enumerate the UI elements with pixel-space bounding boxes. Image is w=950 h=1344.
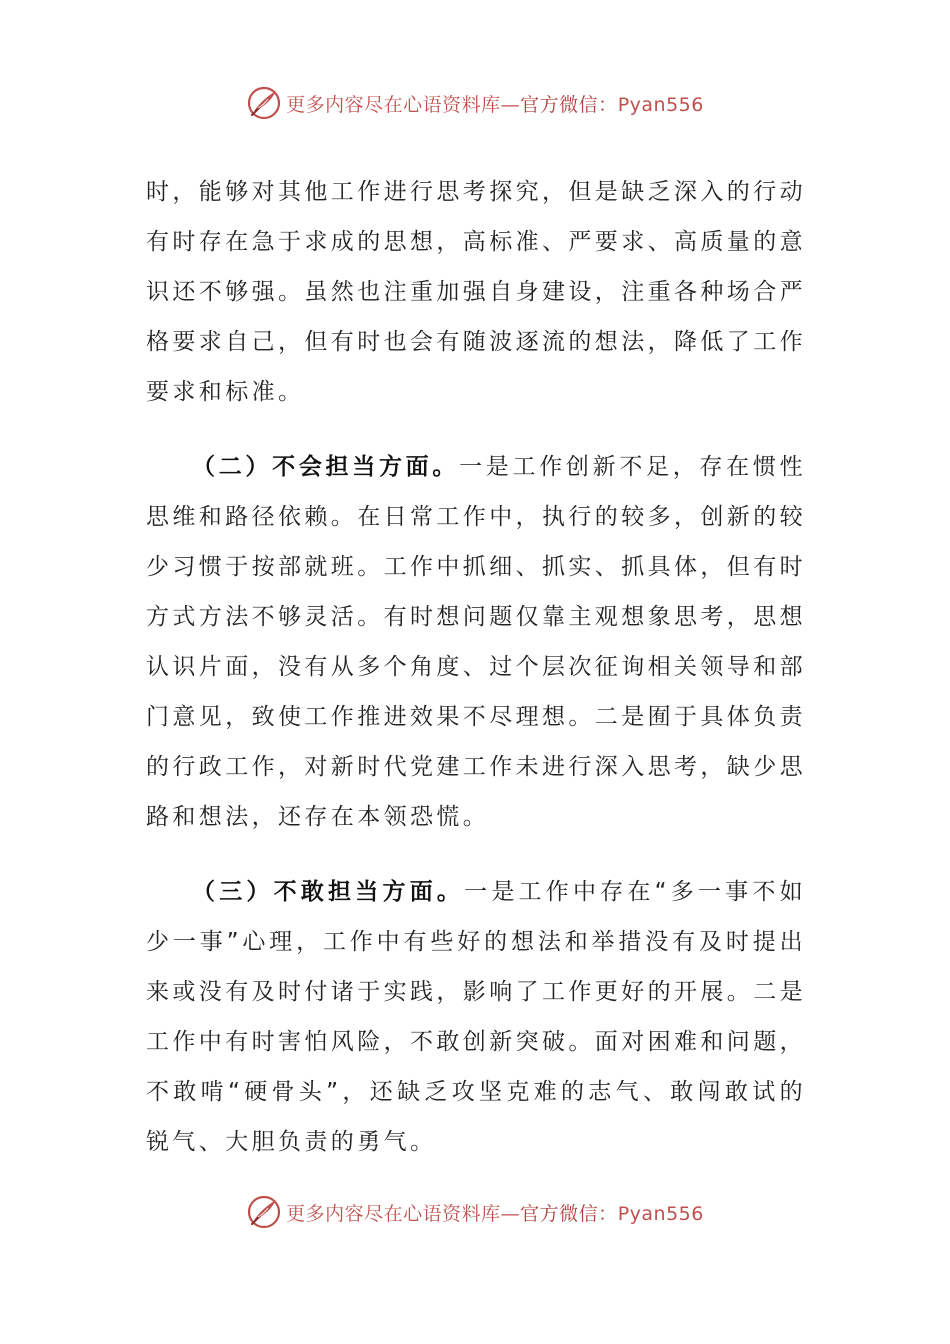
footer-brand: 更多内容尽在心语资料库 <box>286 1202 501 1225</box>
header-brand: 更多内容尽在心语资料库 <box>286 93 501 116</box>
quill-pen-logo-icon <box>246 1194 282 1230</box>
header-wechat-label: 官方微信： <box>520 93 618 116</box>
paragraph-2-heading: （二）不会担当方面。 <box>192 454 460 480</box>
paragraph-2 <box>146 442 806 842</box>
header-text <box>286 90 704 117</box>
paragraph-3-heading: （三）不敢担当方面。 <box>192 879 465 905</box>
quill-pen-logo-icon <box>246 85 282 121</box>
footer-wechat-account: Pyan556 <box>617 1202 704 1225</box>
paragraph-1 <box>146 167 806 417</box>
header-banner <box>0 83 950 123</box>
footer-dash: — <box>500 1202 521 1225</box>
paragraph-3-text: 一是工作中存在“多一事不如少一事”心理，工作中有些好的想法和举措没有及时提出来或没有及时付诸于实践，影响了工作更好的开展。二是工作中有时害怕风险，不敢创新突破。面对困难和问题，不敢啃“硬骨头”，还缺乏攻坚克难的志气、敢闯敢试的锐气、大胆负责的勇气。 <box>146 879 806 1155</box>
header-dash: — <box>500 93 521 116</box>
footer-wechat-label: 官方微信： <box>520 1202 618 1225</box>
document-body <box>146 167 806 1167</box>
footer-text <box>286 1199 704 1226</box>
paragraph-1-text: 时，能够对其他工作进行思考探究，但是缺乏深入的行动有时存在急于求成的思想，高标准、严要求、高质量的意识还不够强。虽然也注重加强自身建设，注重各种场合严格要求自己，但有时也会有随波逐流的想法，降低了工作要求和标准。 <box>146 179 806 405</box>
paragraph-2-text: 一是工作创新不足，存在惯性思维和路径依赖。在日常工作中，执行的较多，创新的较少习惯于按部就班。工作中抓细、抓实、抓具体，但有时方式方法不够灵活。有时想问题仅靠主观想象思考，思想认识片面，没有从多个角度、过个层次征询相关领导和部门意见，致使工作推进效果不尽理想。二是囿于具体负责的行政工作，对新时代党建工作未进行深入思考，缺少思路和想法，还存在本领恐慌。 <box>146 454 807 830</box>
footer-banner <box>0 1192 950 1232</box>
header-wechat-account: Pyan556 <box>617 93 704 116</box>
paragraph-3 <box>146 867 806 1167</box>
